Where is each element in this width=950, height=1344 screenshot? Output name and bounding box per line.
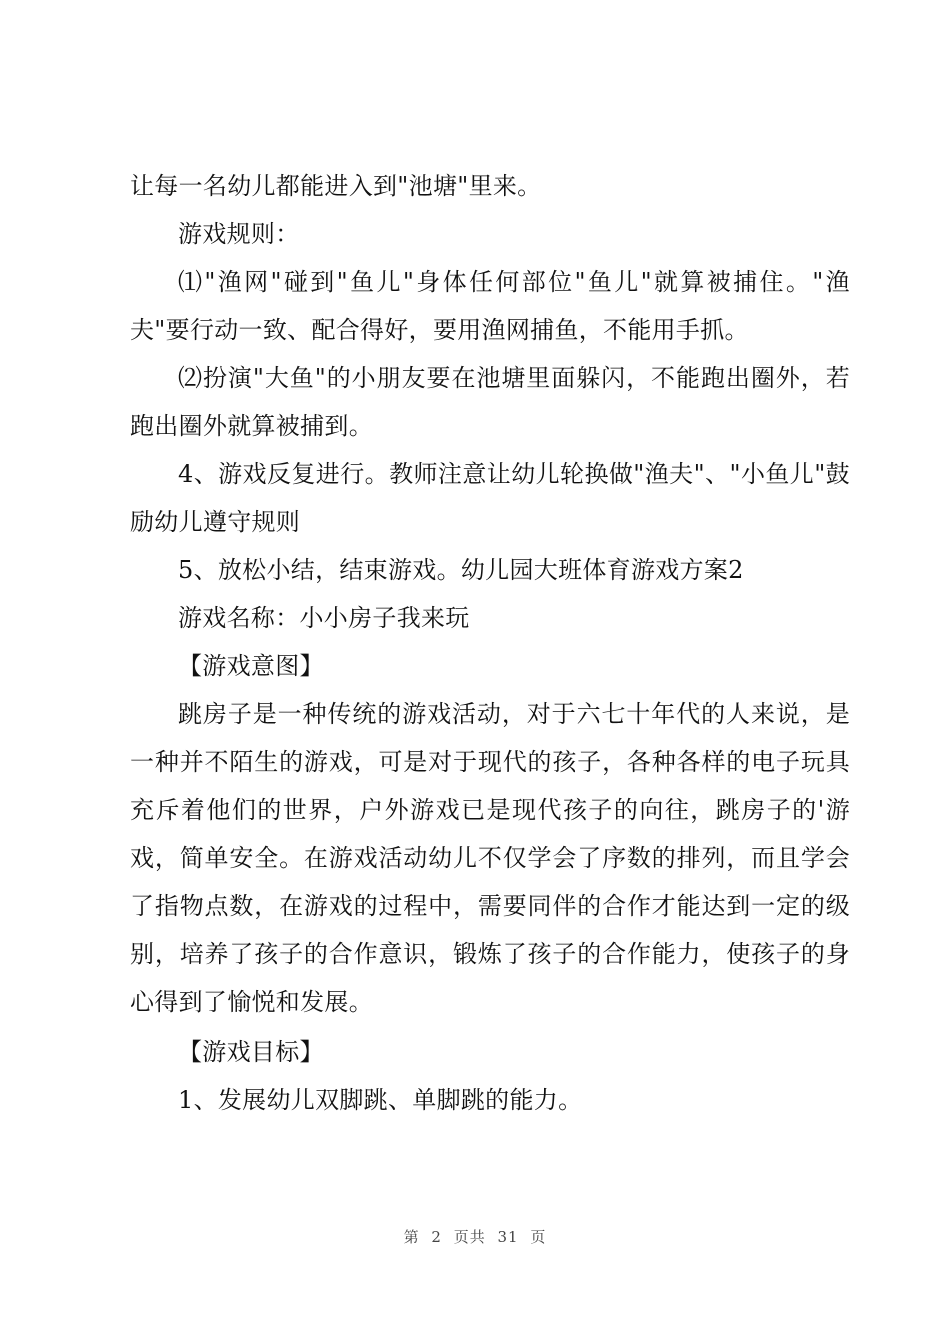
paragraph-step-4: 4、游戏反复进行。教师注意让幼儿轮换做"渔夫"、"小鱼儿"鼓励幼儿遵守规则 <box>130 460 850 536</box>
page-content <box>130 162 850 1124</box>
paragraph-game-name: 游戏名称：小小房子我来玩 <box>178 604 470 632</box>
paragraph-rule-2: ⑵扮演"大鱼"的小朋友要在池塘里面躲闪，不能跑出圈外，若跑出圈外就算被捕到。 <box>130 364 850 440</box>
paragraph-rule-1: ⑴"渔网"碰到"鱼儿"身体任何部位"鱼儿"就算被捕住。"渔夫"要行动一致、配合得好，要用渔网捕鱼，不能用手抓。 <box>130 268 850 344</box>
paragraph-intent: 跳房子是一种传统的游戏活动，对于六七十年代的人来说，是一种并不陌生的游戏，可是对于现代的孩子，各种各样的电子玩具充斥着他们的世界，户外游戏已是现代孩子的向往，跳房子的'游戏，简单安全。在游戏活动幼儿不仅学会了序数的排列，而且学会了指物点数，在游戏的过程中，需要同伴的合作才能达到一定的级别，培养了孩子的合作意识，锻炼了孩子的合作能力，使孩子的身心得到了愉悦和发展。 <box>130 700 850 1016</box>
paragraph-step-5: 5、放松小结，结束游戏。幼儿园大班体育游戏方案2 <box>178 556 744 584</box>
section-heading-goals: 【游戏目标】 <box>178 1038 324 1066</box>
section-heading-intent: 【游戏意图】 <box>178 652 324 680</box>
page-footer: 第 2 页共 31 页 <box>403 1228 547 1246</box>
paragraph-continuation: 让每一名幼儿都能进入到"池塘"里来。 <box>130 172 542 200</box>
paragraph-goal-1: 1、发展幼儿双脚跳、单脚跳的能力。 <box>178 1086 583 1114</box>
paragraph-rules-heading: 游戏规则： <box>178 220 300 248</box>
